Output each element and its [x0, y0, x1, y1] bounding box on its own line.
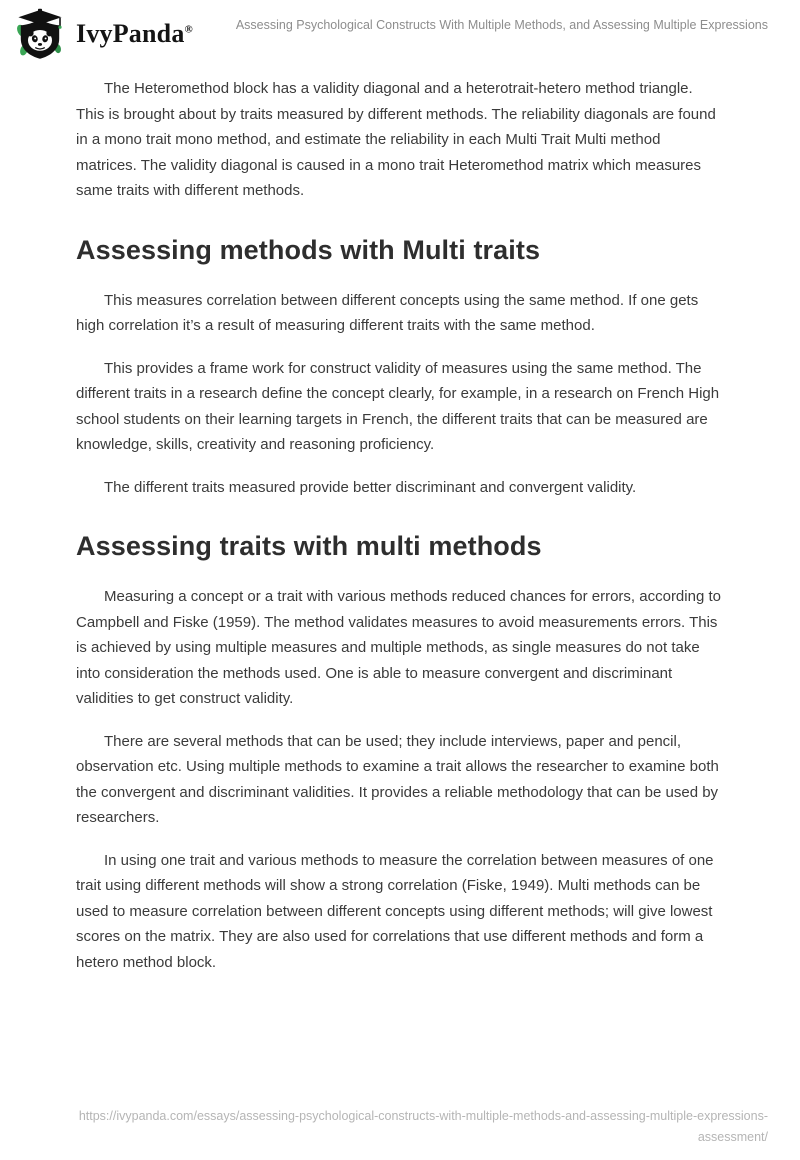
source-url[interactable]: https://ivypanda.com/essays/assessing-psychological-constructs-with-multiple-methods-and-assessing-multiple-expressions-assessment/ [78, 1109, 768, 1144]
document-title: Assessing Psychological Constructs With Multiple Methods, and Assessing Multiple Expressions [235, 18, 768, 32]
paragraph: In using one trait and various methods to measure the correlation between measures of one trait using different methods will show a strong correlation (Fiske, 1949). Multi methods can be used to measure correlation between different concepts using different methods; will give lowest scores on the matrix. They are also used for correlations that use different methods and form a hetero method block. [76, 851, 714, 971]
panda-graduation-cap-icon [16, 8, 64, 60]
registered-mark: ® [184, 23, 193, 36]
page-footer [0, 1106, 800, 1160]
paragraph: This measures correlation between different concepts using the same method. If one gets high correlation it’s a result of measuring different traits with the same method. [76, 291, 699, 334]
paragraph: The Heteromethod block has a validity diagonal and a heterotrait-hetero method triangle. This is brought about by traits measured by different methods. The reliability diagonals are found in a mono trait mono method, and estimate the reliability in each Multi Trait Multi method matrices. The validity diagonal is caused in a mono trait Heteromethod matrix which measures same traits with different methods. [76, 80, 716, 199]
brand-wordmark: IvyPanda [76, 19, 185, 48]
page-header [0, 0, 800, 62]
paragraph: Measuring a concept or a trait with various methods reduced chances for errors, according to Campbell and Fiske (1959). The method validates measures to avoid measurements errors. This is achieved by using multiple measures and multiple methods, as single measures do not take into consideration the methods used. One is able to measure convergent and discriminant validities to get construct validity. [76, 588, 721, 707]
paragraph: This provides a frame work for construct validity of measures using the same method. The different traits in a research define the concept clearly, for example, in a research on French High school students on their learning targets in French, the different traits that can be measured are knowledge, skills, creativity and reasoning proficiency. [76, 359, 720, 453]
section-heading: Assessing traits with multi methods [76, 531, 542, 561]
section-heading: Assessing methods with Multi traits [76, 234, 541, 265]
document-body [0, 62, 800, 992]
brand-name [76, 19, 193, 49]
paragraph: The different traits measured provide better discriminant and convergent validity. [104, 478, 637, 496]
paragraph: There are several methods that can be used; they include interviews, paper and pencil, observation etc. Using multiple methods to examine a trait allows the researcher to examine both the convergent and discriminant validities. It provides a reliable methodology that can be used by researchers. [76, 732, 719, 826]
brand[interactable] [16, 8, 193, 60]
